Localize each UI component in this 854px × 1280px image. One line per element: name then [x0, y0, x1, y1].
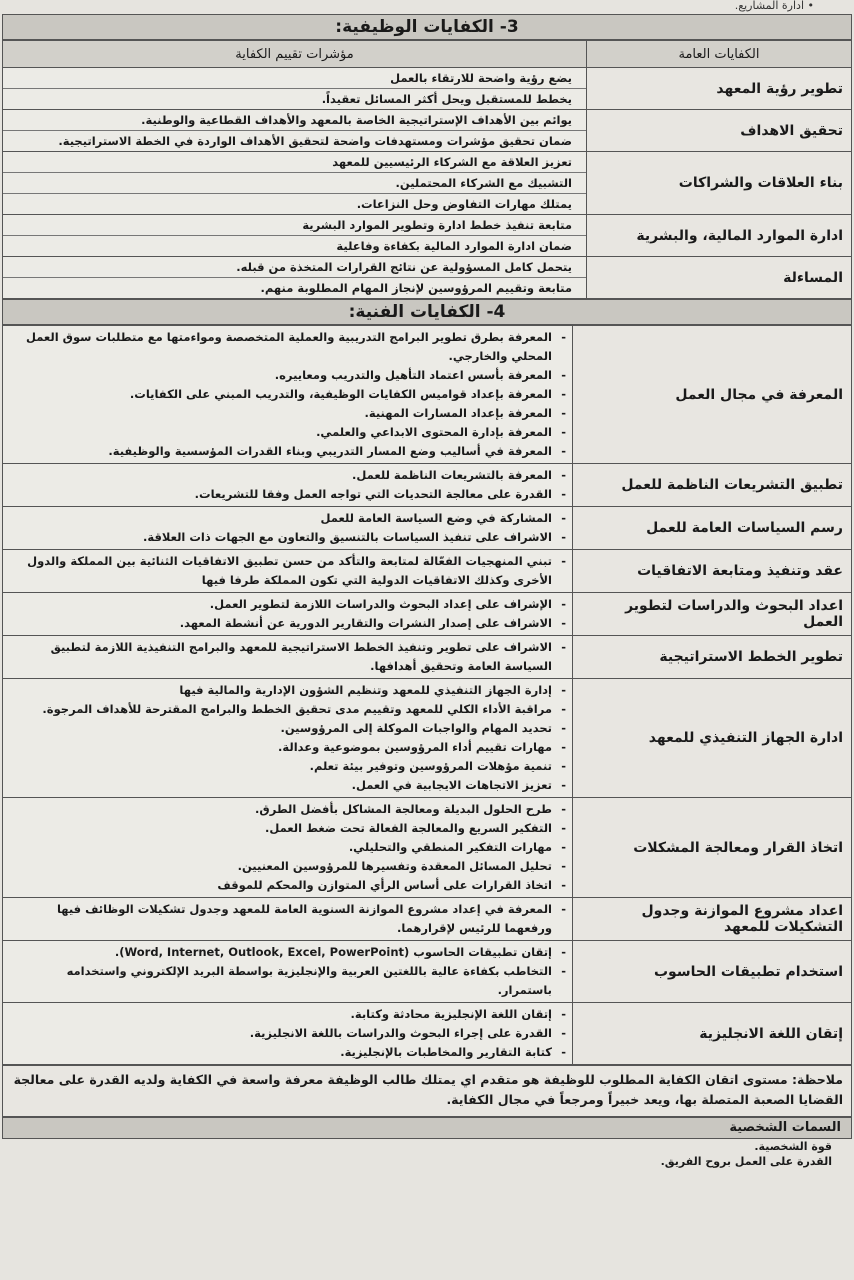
technical-indicator-item: - تبني المنهجيات الفعّالة لمتابعة والتأكد من حسن تطبيق الاتفاقيات الثنائية بين المملكة والدول الأخرى وكذلك الاتفاقيات الدولية التي تكون المملكة طرفا فيها: [9, 552, 566, 590]
technical-indicator-item: - المعرفة بطرق تطوير البرامج التدريبية والعملية المتخصصة ومواءمتها مع متطلبات سوق العمل المحلي والخارجي.: [9, 328, 566, 366]
competency-name: ادارة الموارد المالية، والبشرية: [587, 215, 852, 257]
indicator-item: ضمان ادارة الموارد المالية بكفاءة وفاعلية: [336, 239, 572, 253]
technical-indicator-item: - التفكير السريع والمعالجة الفعالة تحت ضغط العمل.: [9, 819, 566, 838]
technical-indicator-list: [3, 679, 572, 797]
technical-indicator-cell: [3, 898, 573, 941]
technical-indicator-item: - المعرفة في أساليب وضع المسار التدريبي وبناء القدرات المؤسسية والوظيفية.: [9, 442, 566, 461]
competency-row: [3, 110, 852, 152]
indicator-item: تعزيز العلاقة مع الشركاء الرئيسيين للمعهد: [3, 152, 586, 173]
technical-competency-name: اعداد البحوث والدراسات لتطوير العمل: [573, 593, 852, 636]
indicator-item: يمتلك مهارات التفاوض وحل النزاعات.: [356, 197, 572, 211]
technical-competency-name: تطبيق التشريعات الناظمة للعمل: [573, 464, 852, 507]
technical-competency-name: عقد وتنفيذ ومتابعة الاتفاقيات: [573, 550, 852, 593]
competency-row: [3, 215, 852, 257]
personal-trait-item: قوة الشخصية.: [754, 1140, 832, 1153]
technical-indicator-item: - مراقبة الأداء الكلي للمعهد وتقييم مدى تحقيق الخطط والبرامج المقترحة للأهداف المرجوة.: [9, 700, 566, 719]
technical-indicator-cell: [3, 1003, 573, 1065]
technical-indicator-item: - القدرة على معالجة التحديات التي تواجه العمل وفقا للتشريعات.: [9, 485, 566, 504]
functional-body: [3, 68, 852, 299]
functional-table: [2, 40, 852, 299]
technical-competency-name: اتخاذ القرار ومعالجة المشكلات: [573, 798, 852, 898]
technical-indicator-item: - الإشراف على إعداد البحوث والدراسات اللازمة لتطوير العمل.: [9, 595, 566, 614]
indicator-cell: [3, 110, 587, 152]
competency-name: تطوير رؤية المعهد: [587, 68, 852, 110]
competency-row: [3, 68, 852, 110]
technical-indicator-cell: [3, 464, 573, 507]
technical-row: [3, 636, 852, 679]
indicator-item: يتحمل كامل المسؤولية عن نتائج القرارات المتخذة من قبله.: [3, 257, 586, 278]
technical-indicator-item: - القدرة على إجراء البحوث والدراسات باللغة الانجليزية.: [9, 1024, 566, 1043]
indicator-cell: [3, 68, 587, 110]
top-text: • ادارة المشاريع.: [734, 0, 814, 12]
technical-row: [3, 550, 852, 593]
technical-indicator-cell: [3, 550, 573, 593]
indicator-item: يوائم بين الأهداف الإستراتيجية الخاصة بالمعهد والأهداف القطاعية والوطنية.: [3, 110, 586, 131]
technical-row: [3, 898, 852, 941]
competency-row: [3, 257, 852, 299]
technical-row: [3, 326, 852, 464]
indicator-item: متابعة وتقييم المرؤوسين لإنجاز المهام المطلوبة منهم.: [260, 281, 572, 295]
technical-indicator-list: [3, 636, 572, 678]
technical-indicator-item: - المعرفة بإعداد المسارات المهنية.: [9, 404, 566, 423]
technical-indicator-list: [3, 326, 572, 463]
technical-competency-name: استخدام تطبيقات الحاسوب: [573, 941, 852, 1003]
technical-competency-name: ادارة الجهاز التنفيذي للمعهد: [573, 679, 852, 798]
indicator-item: يضع رؤية واضحة للارتقاء بالعمل: [3, 68, 586, 89]
technical-indicator-list: [3, 1003, 572, 1064]
technical-indicator-item: - الاشراف على تطوير وتنفيذ الخطط الاستراتيجية للمعهد والبرامج التنفيذية اللازمة لتطبيق السياسة العامة وتحقيق أهدافها.: [9, 638, 566, 676]
technical-indicator-list: [3, 798, 572, 897]
technical-row: [3, 941, 852, 1003]
technical-indicator-cell: [3, 679, 573, 798]
competency-name: تحقيق الاهداف: [587, 110, 852, 152]
technical-indicator-item: - كتابة التقارير والمخاطبات بالإنجليزية.: [9, 1043, 566, 1062]
col-indicators-header: مؤشرات تقييم الكفاية: [3, 41, 587, 68]
indicator-item: يخطط للمستقبل ويحل أكثر المسائل تعقيداً.: [321, 92, 572, 106]
personal-section-title: السمات الشخصية: [2, 1117, 852, 1139]
technical-indicator-item: - مهارات تقييم أداء المرؤوسين بموضوعية وعدالة.: [9, 738, 566, 757]
technical-competency-name: إتقان اللغة الانجليزية: [573, 1003, 852, 1065]
technical-indicator-item: - المعرفة بإعداد قواميس الكفايات الوظيفية، والتدريب المبني على الكفايات.: [9, 385, 566, 404]
technical-indicator-cell: [3, 941, 573, 1003]
technical-row: [3, 679, 852, 798]
technical-indicator-item: - التخاطب بكفاءة عالية باللغتين العربية والإنجليزية بواسطة البريد الإلكتروني واستخدامه باستمرار.: [9, 962, 566, 1000]
note-text: ملاحظة: مستوى اتقان الكفاية المطلوب للوظيفة هو متقدم اي يمتلك طالب الوظيفة معرفة واسعة في الكفاية ولديه القدرة على معالجة القضايا الصعبة المتصلة بها، ويعد خبيراً ومرجعاً في مجال الكفاية.: [2, 1065, 852, 1117]
competency-name: المساءلة: [587, 257, 852, 299]
technical-body: [3, 326, 852, 1065]
technical-indicator-item: - المعرفة في إعداد مشروع الموازنة السنوية العامة للمعهد وجدول تشكيلات الوظائف فيها ورفعهما للرئيس لإقرارهما.: [9, 900, 566, 938]
technical-indicator-item: - إدارة الجهاز التنفيذي للمعهد وتنظيم الشؤون الإدارية والمالية فيها: [9, 681, 566, 700]
indicator-cell: [3, 215, 587, 257]
technical-indicator-item: - تحليل المسائل المعقدة وتفسيرها للمرؤوسين المعنيين.: [9, 857, 566, 876]
technical-indicator-item: - مهارات التفكير المنطقي والتحليلي.: [9, 838, 566, 857]
technical-indicator-item: - إتقان اللغة الإنجليزية محادثة وكتابة.: [9, 1005, 566, 1024]
indicator-cell: [3, 152, 587, 215]
technical-competency-name: رسم السياسات العامة للعمل: [573, 507, 852, 550]
technical-indicator-item: - تعزيز الاتجاهات الايجابية في العمل.: [9, 776, 566, 795]
technical-indicator-cell: [3, 636, 573, 679]
technical-indicator-cell: [3, 326, 573, 464]
technical-row: [3, 798, 852, 898]
technical-indicator-item: - المعرفة بإدارة المحتوى الابداعي والعلمي.: [9, 423, 566, 442]
technical-indicator-item: - الاشراف على إصدار النشرات والتقارير الدورية عن أنشطة المعهد.: [9, 614, 566, 633]
competency-name: بناء العلاقات والشراكات: [587, 152, 852, 215]
technical-table: [2, 325, 852, 1065]
technical-indicator-list: [3, 507, 572, 549]
technical-indicator-item: - الاشراف على تنفيذ السياسات بالتنسيق والتعاون مع الجهات ذات العلاقة.: [9, 528, 566, 547]
technical-indicator-cell: [3, 507, 573, 550]
technical-row: [3, 464, 852, 507]
technical-indicator-cell: [3, 593, 573, 636]
technical-indicator-item: - إتقان تطبيقات الحاسوب (Word, Internet, Outlook, Excel, PowerPoint).: [9, 943, 566, 962]
technical-indicator-list: [3, 941, 572, 1002]
col-general-header: الكفايات العامة: [587, 41, 852, 68]
technical-row: [3, 507, 852, 550]
technical-indicator-item: - تنمية مؤهلات المرؤوسين وتوفير بيئة تعلم.: [9, 757, 566, 776]
functional-section-title: 3- الكفايات الوظيفية:: [2, 14, 852, 40]
technical-indicator-item: - المعرفة بالتشريعات الناظمة للعمل.: [9, 466, 566, 485]
indicator-item: التشبيك مع الشركاء المحتملين.: [3, 173, 586, 194]
technical-row: [3, 1003, 852, 1065]
technical-indicator-item: - تحديد المهام والواجبات الموكلة إلى المرؤوسين.: [9, 719, 566, 738]
technical-indicator-item: - طرح الحلول البديلة ومعالجة المشاكل بأفضل الطرق.: [9, 800, 566, 819]
technical-indicator-list: [3, 898, 572, 940]
functional-header-row: [3, 41, 852, 68]
indicator-item: ضمان تحقيق مؤشرات ومستهدفات واضحة لتحقيق الأهداف الواردة في الخطة الاستراتيجية.: [58, 134, 572, 148]
personal-list: [0, 1139, 854, 1169]
technical-indicator-item: - المشاركة في وضع السياسة العامة للعمل: [9, 509, 566, 528]
technical-competency-name: اعداد مشروع الموازنة وجدول التشكيلات للمعهد: [573, 898, 852, 941]
technical-section-title: 4- الكفايات الفنية:: [2, 299, 852, 325]
technical-indicator-list: [3, 464, 572, 506]
indicator-cell: [3, 257, 587, 299]
technical-competency-name: المعرفة في مجال العمل: [573, 326, 852, 464]
competency-row: [3, 152, 852, 215]
technical-competency-name: تطوير الخطط الاستراتيجية: [573, 636, 852, 679]
technical-indicator-item: - المعرفة بأسس اعتماد التأهيل والتدريب ومعاييره.: [9, 366, 566, 385]
indicator-item: متابعة تنفيذ خطط ادارة وتطوير الموارد البشرية: [3, 215, 586, 236]
technical-indicator-list: [3, 550, 572, 592]
personal-trait-item: القدرة على العمل بروح الفريق.: [660, 1155, 832, 1168]
technical-indicator-list: [3, 593, 572, 635]
technical-indicator-cell: [3, 798, 573, 898]
technical-row: [3, 593, 852, 636]
technical-indicator-item: - اتخاذ القرارات على أساس الرأي المتوازن والمحكم للموقف: [9, 876, 566, 895]
